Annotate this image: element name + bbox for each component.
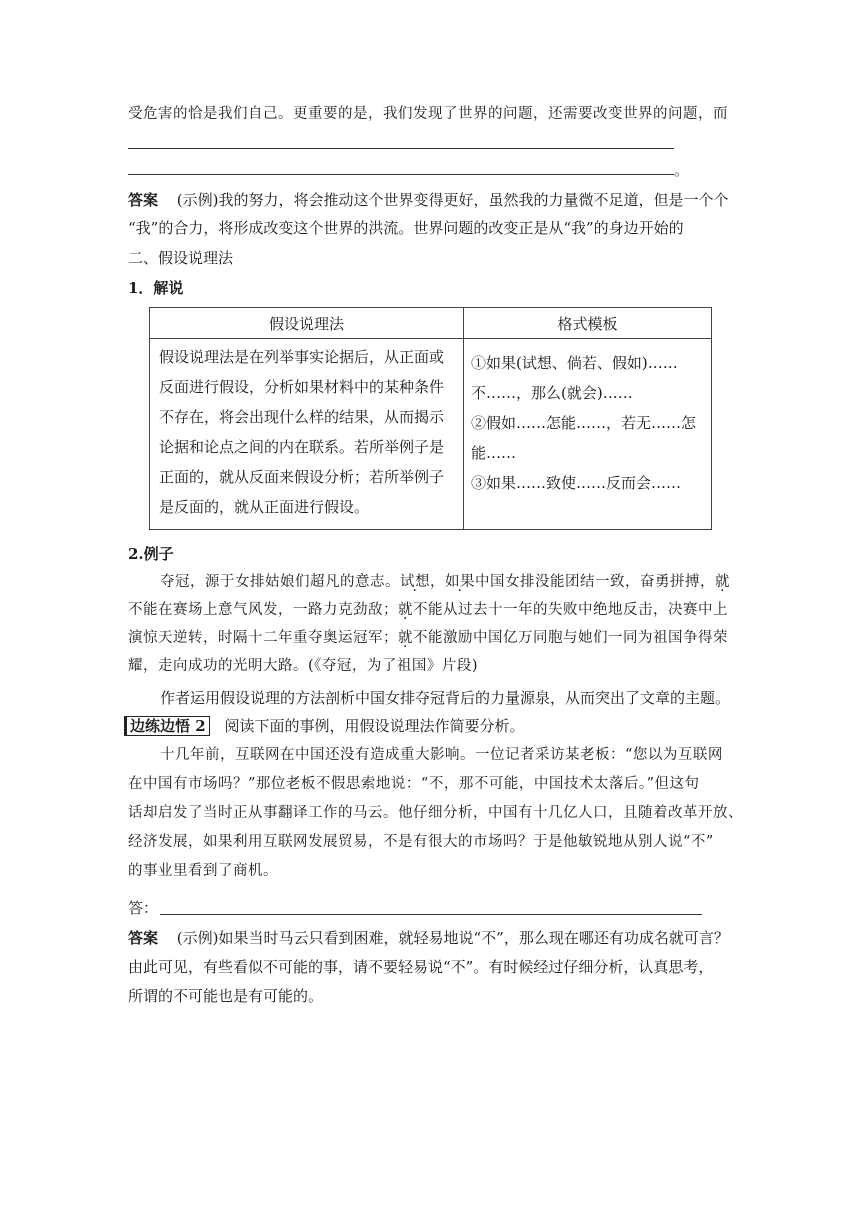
- cell-line: ③如果……致使……反而会……: [471, 474, 682, 492]
- exercise-line: 经济发展，如果利用互联网发展贸易，不是有很大的市场吗？于是他敏锐地从别人说“不”: [128, 834, 714, 850]
- example-line: [160, 572, 730, 592]
- emphasis-text: 如果: [445, 574, 475, 590]
- answer-text: 由此可见，有些看似不可能的事，请不要轻易说“不”。有时候经过仔细分析，认真思考，: [128, 958, 714, 976]
- subsection-heading: 2.例子: [128, 545, 174, 563]
- cell-line: 是反面的，就从正面进行假设。: [159, 498, 370, 516]
- answer-text: (示例)我的努力，将会推动这个世界变得更好，虽然我的力量微不足道，但是一个个: [176, 191, 729, 209]
- analysis-text: 作者运用假设说理的方法剖析中国女排夺冠背后的力量源泉，从而突出了文章的主题。: [160, 689, 731, 707]
- answer-blank-line[interactable]: [128, 148, 674, 149]
- example-line: 耀，走向成功的光明大路。(《夺冠，为了祖国》片段): [128, 658, 479, 674]
- answer-paragraph: [128, 190, 729, 210]
- emphasis-text: 就: [398, 602, 413, 618]
- exercise-prompt-line: [124, 716, 524, 736]
- table-header-row: [150, 308, 712, 339]
- explanation-table: [149, 307, 712, 530]
- cell-line: 能……: [471, 444, 517, 462]
- exercise-line: 十几年前，互联网在中国还没有造成重大影响。一位记者采访某老板：“您以为互联网: [160, 747, 723, 763]
- emphasis-text: 就: [715, 574, 730, 590]
- exercise-line: 的事业里看到了商机。: [128, 863, 278, 879]
- emphasis-text: 试想: [400, 574, 430, 590]
- example-text: 夺冠，源于女排姑娘们超凡的意志。: [160, 574, 400, 590]
- emphasis-text: 就: [398, 630, 413, 646]
- example-text: 中国女排没能团结一致，奋勇拼搏，: [475, 574, 715, 590]
- cell-line: 不存在，将会出现什么样的结果，从而揭示: [159, 408, 445, 426]
- section-heading: 二、假设说理法: [128, 249, 234, 267]
- cell-line: 论据和论点之间的内在联系。若所举例子是: [159, 438, 445, 456]
- cell-line: 正面的，就从反面来假设分析；若所举例子: [159, 468, 445, 486]
- example-text: 演惊天逆转，时隔十二年重夺奥运冠军；: [128, 630, 398, 646]
- answer-blank-line[interactable]: [160, 914, 702, 915]
- exercise-line: 话却启发了当时正从事翻译工作的马云。他仔细分析，中国有十几亿人口，且随着改革开放、: [128, 805, 743, 821]
- cell-line: 反面进行假设，分析如果材料中的某种条件: [159, 378, 445, 396]
- example-text: 不能从过去十一年的失败中绝地反击，决赛中上: [413, 602, 728, 618]
- answer-text: 所谓的不可能也是有可能的。: [128, 987, 324, 1005]
- cell-line: ①如果(试想、倘若、假如)……: [471, 354, 678, 372]
- answer-label: 答案: [128, 191, 159, 209]
- example-line: [128, 628, 728, 648]
- example-text: ，: [430, 574, 445, 590]
- table-cell: [464, 339, 712, 530]
- example-text: 不能激励中国亿万同胞与她们一同为祖国争得荣: [413, 630, 728, 646]
- answer-text: (示例)如果当时马云只看到困难，就轻易地说“不”，那么现在哪还有功成名就可言？: [176, 929, 729, 947]
- example-line: [128, 600, 728, 620]
- exercise-prompt: 阅读下面的事例，用假设说理法作简要分析。: [224, 717, 525, 735]
- cell-line: 假设说理法是在列举事实论据后，从正面或: [159, 348, 445, 366]
- cell-line: ②假如……怎能……，若无……怎: [471, 414, 697, 432]
- cell-line: 不……，那么(就会)……: [471, 384, 633, 402]
- table-header: 格式模板: [464, 308, 712, 339]
- answer-prompt: 答：: [128, 899, 159, 917]
- exercise-line: 在中国有市场吗？”那位老板不假思索地说：“不，那不可能，中国技术太落后。”但这句: [128, 776, 700, 792]
- table-header: 假设说理法: [150, 308, 464, 339]
- subsection-heading: 1．解说: [128, 279, 184, 297]
- text-line: 受危害的恰是我们自己。更重要的是，我们发现了世界的问题，还需要改变世界的问题，而: [128, 106, 728, 122]
- answer-blank-line[interactable]: [128, 174, 674, 175]
- blank-end-period: 。: [674, 161, 690, 179]
- answer-paragraph: [128, 928, 729, 948]
- exercise-tag: 边练边悟 2: [124, 716, 210, 736]
- answer-text: “我”的合力，将形成改变这个世界的洪流。世界问题的改变正是从“我”的身边开始的: [128, 219, 684, 237]
- table-cell: [150, 339, 464, 530]
- answer-label: 答案: [128, 929, 159, 947]
- table-row: [150, 339, 712, 530]
- example-text: 不能在赛场上意气风发，一路力克劲敌；: [128, 602, 398, 618]
